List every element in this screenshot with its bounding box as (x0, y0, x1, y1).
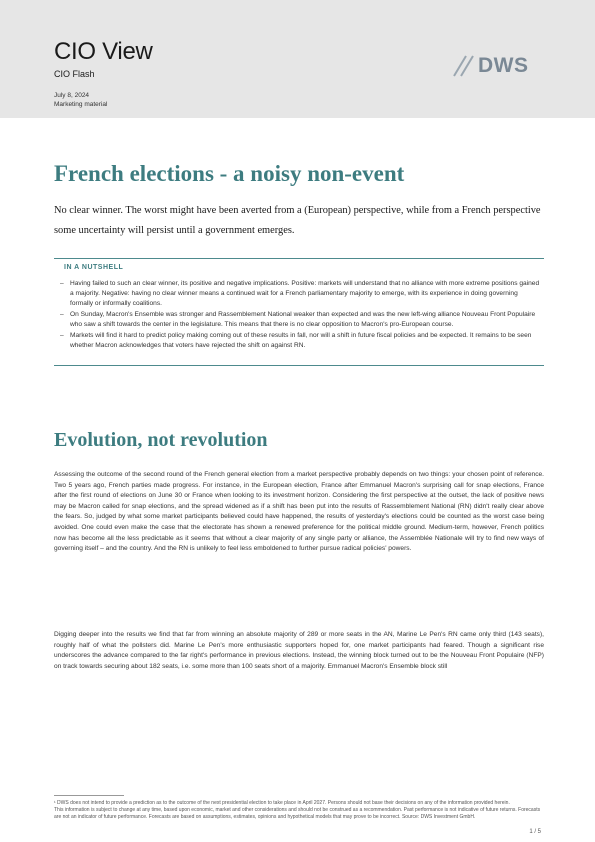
nutshell-list (60, 279, 540, 352)
nutshell-item (60, 331, 540, 351)
footnote: ¹ DWS does not intend to provide a prediction as to the outcome of the next presidential election to take place in April 2027. Persons should not base their decisions on any of the information provided herein. (54, 800, 510, 806)
headline: French elections - a noisy non-event (54, 161, 405, 186)
body-paragraph: Assessing the outcome of the second round of the French general election from a market perspective probably depends on two things: your chosen point of reference. Two 5 years ago, French parties made progress. For instance, in the European election, France after Emmanuel Macron's surprising call for snap elections, France after the first round of elections on June 30 or France when looking to its investment horizon. Considering the first perspective at the outset, the lack of positive news may be Macron called for snap elections, and the spread widened as if a shift has been put into the results of Rassemblement National (RN) didn't really clear above the fears. So, judged by what some market participants believed could have happened, the results of yesterday's elections could be counted as the worst case being avoided. One could even make the case that the electorate has shown a renewed preference for the political middle ground. Medium-term, however, French politics now has become all the less predictable as it seems that without a clear majority of any single party or alliance, the Assemblée Nationale will try to find new ways of governing itself – and the country. And the RN is unlikely to feel less emboldened to further pursue radical policies' powers. (54, 471, 544, 553)
doc-subtitle: CIO Flash (54, 69, 95, 79)
nutshell-item-text: Markets will find it hard to predict policy making coming out of these results in fall, nor will a shift in future fiscal policies and be expected. It remains to be seen whether Macron acknowledges that voters have rejected the shift on against RN. (70, 332, 532, 349)
nutshell-box (54, 258, 544, 366)
dws-logo-text: DWS (478, 54, 529, 77)
doc-title: CIO View (54, 38, 153, 65)
intro-paragraph: No clear winner. The worst might have been averted from a (European) perspective, while from a French perspective some uncertainty will persist until a government emerges. (54, 205, 541, 236)
nutshell-item (60, 279, 540, 309)
body-paragraph: Digging deeper into the results we find that far from winning an absolute majority of 289 or more seats in the AN, Marine Le Pen's RN came only third (143 seats), roughly half of what the pollsters did. Marine Le Pen's more enthusiastic supporters hoped for, one market participants had feared. Though a significant rise underscores the advance compared to the far right's performance in previous elections. Instead, the winning block turned out to be the Nouveau Front Populaire (NFP) on track towards securing about 182 seats, i.e. some more than 100 seats short of a majority. Emmanuel Macron's Ensemble block still (54, 631, 544, 670)
bullet-dash-icon: – (60, 280, 64, 287)
nutshell-label: IN A NUTSHELL (64, 264, 124, 271)
section-heading: Evolution, not revolution (54, 429, 268, 451)
header-band (0, 0, 595, 118)
nutshell-item-text: Having failed to such an clear winner, its positive and negative implications. Positive: markets will understand that no alliance with more extreme positions gained a majority. Negative: having no clear winner means a continued wait for a French parliamentary majority to emerge, with its experience in doing governing formally or informally coalitions. (70, 280, 540, 307)
footnote: This information is subject to change at any time, based upon economic, market and other considerations and should not be construed as a recommendation. Past performance is not indicative of future returns. Forecasts are not an indicator of future performance. Forecasts are based on assumptions, estimates, opinions and hypothetical models that may prove to be incorrect. Source: DWS Investment GmbH. (54, 807, 541, 820)
bullet-dash-icon: – (60, 332, 64, 339)
nutshell-item-text: On Sunday, Macron's Ensemble was stronger and Rassemblement National weaker than expected and was the new left-wing alliance Nouveau Front Populaire who saw a shift towards the center in the legislature. This means that there is no clear opposition to Macron's pro-European course. (70, 311, 536, 328)
page-number: 1 / 5 (529, 829, 541, 835)
footnote-divider (54, 795, 124, 796)
dws-logo-slashes-icon (452, 52, 478, 80)
nutshell-item (60, 310, 540, 330)
footnotes (54, 800, 544, 821)
bullet-dash-icon: – (60, 311, 64, 318)
marketing-material-label: Marketing material (54, 101, 108, 108)
doc-date: July 8, 2024 (54, 92, 90, 99)
dws-logo (452, 52, 544, 82)
